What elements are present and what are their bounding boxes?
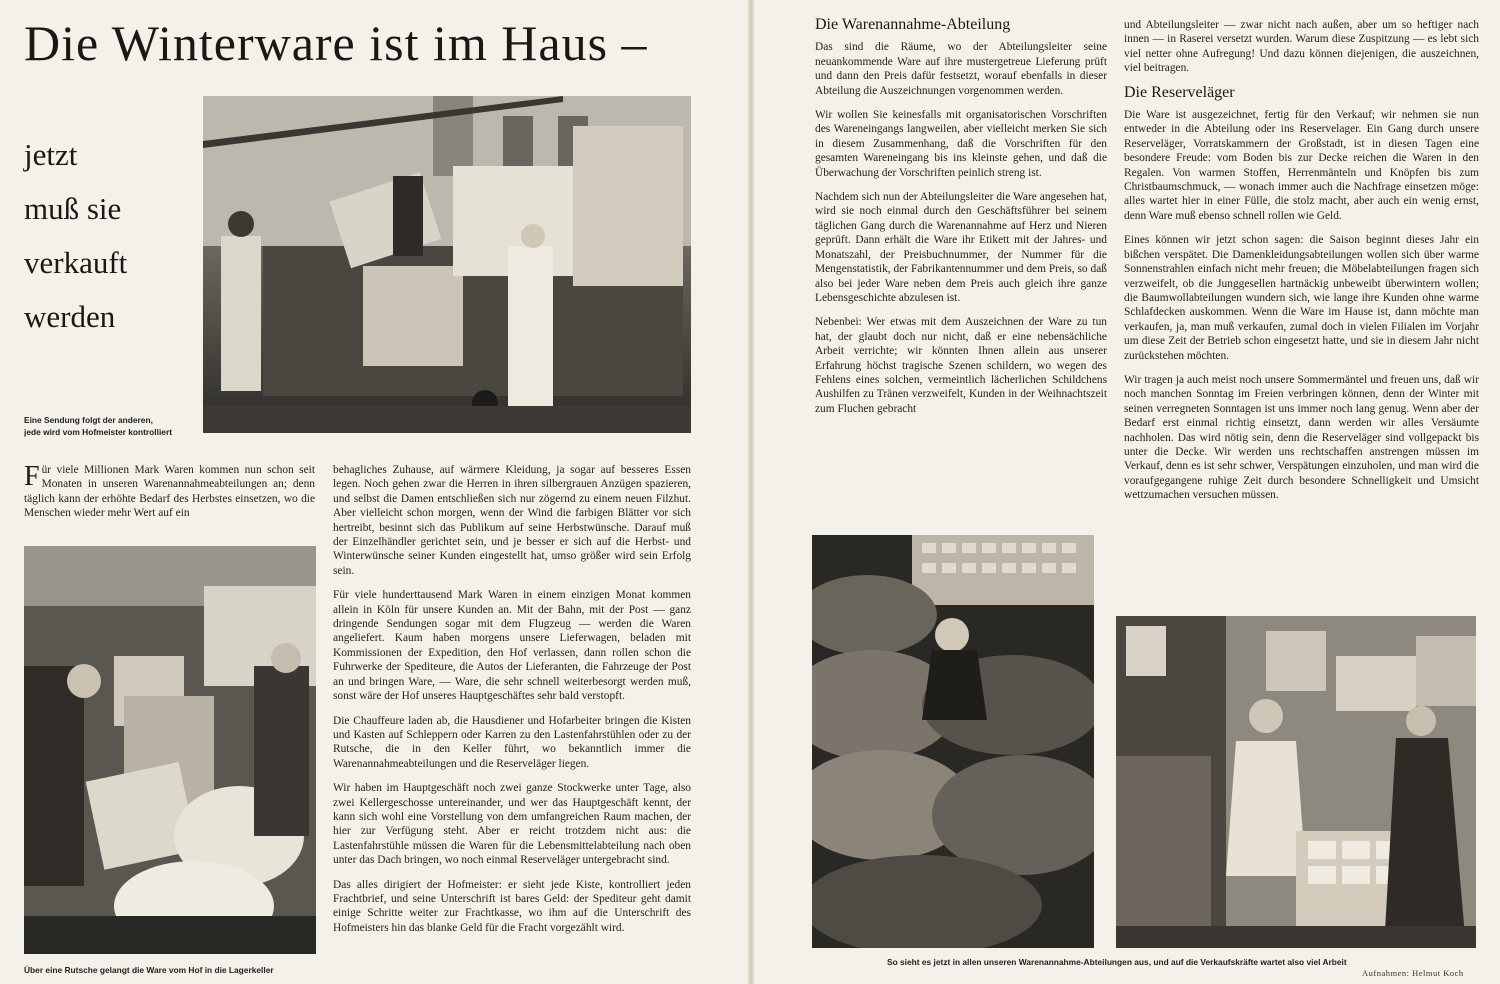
subtitle-line: jetzt (24, 137, 78, 172)
paragraph: Wir wollen Sie keinesfalls mit organisatorischen Vorschriften des Wareneingangs langweilen, aber vielleicht merken Sie sich in diesem Zusammenhang, daß die Vorschriften für den gesamten Wareneingang bis ins kleinste gehen, und daß die Überwachung der Vorschriften peinlich streng ist. (815, 109, 1107, 179)
section-heading-warenannahme: Die Warenannahme-Abteilung (815, 16, 1011, 33)
paragraph: Wir haben im Hauptgeschäft noch zwei ganze Stockwerke unter Tage, also zwei Kellergeschosse untereinander, und wer das Hauptgeschäft kennt, der kann sich wohl eine Vorstellung von dem umfangreichen Raum machen, der hier zur Verfügung steht. Aber er reicht trotzdem nicht aus: die Lastenfahrstühle müssen die Waren für die Lebensmittelabteilung nach oben unter das Dach bringen, wo noch einmal Reserveläger untergebracht sind. (333, 782, 691, 867)
article-column-4 (1124, 18, 1479, 513)
article-column-3 (815, 18, 1107, 426)
headline-subtitle (24, 128, 194, 344)
section-heading-reservelaeger: Die Reserveläger (1124, 83, 1235, 101)
paragraph: Für viele Millionen Mark Waren kommen nun schon seit Monaten in unseren Warenannahmeabteilungen an; denn täglich kann der erhöhte Bedarf des Herbstes einsetzen, wo die Menschen wieder mehr Wert auf ein (24, 461, 315, 520)
photo-reserve-storage (1116, 616, 1476, 948)
photo-truck-unloading (203, 96, 691, 433)
photo-coat-stockroom (812, 535, 1094, 948)
headline-title: Die Winterware ist im Haus – (24, 15, 648, 71)
paragraph: und Abteilungsleiter — zwar nicht nach außen, aber um so heftiger nach innen — in Raserei versetzt wurden. Warum diese Zuspitzung — es lebt sich viel netter ohne Aufregung! Und dazu können diejenigen, die auszeichnen, viel beitragen. (1124, 19, 1479, 75)
paragraph: Eines können wir jetzt schon sagen: die Saison beginnt dieses Jahr ein bißchen verspätet. Die Damenkleidungsabteilungen wollen sich über warme Sonnenstrahlen einfach nicht mehr freuen; die Möbelabteilungen fragen sich verzweifelt, ob die Junggesellen hartnäckig unbeweibt überwintern wollen; die Baumwollabteilungen wundern sich, wie lange ihre Kunden ohne warme Schlafdecken auskommen. Wenn die Ware im Hause ist, dann möchte man verkaufen, ja, man muß verkaufen, zumal doch in vielen Filialen im Vorjahr um diese Zeit der Betrieb schon eingesetzt hatte, und sie in diesem Jahr nicht zurückstehen möchten. (1124, 234, 1479, 362)
caption-line: Eine Sendung folgt der anderen, (24, 415, 153, 425)
photo-chute-cellar (24, 546, 316, 954)
paragraph: Die Chauffeure laden ab, die Hausdiener und Hofarbeiter bringen die Kisten und Kasten auf Schleppern oder Karren zu den Lastenfahrstühlen oder zu der Rutsche, die in den Keller führt, wo bekanntlich immer die Warenannahmeabteilungen und die Reserveläger liegen. (333, 714, 691, 770)
paragraph: Das alles dirigiert der Hofmeister: er sieht jede Kiste, kontrolliert jeden Frachtbrief, und seine Unterschrift ist bares Geld: der Spediteur geht damit einige Schritte weiter zur Frachtkasse, wo ihm auf die Unterschrift des Hofmeisters hin das blanke Geld für die Fracht vorgezählt wird. (333, 878, 691, 934)
caption-chute-cellar: Über eine Rutsche gelangt die Ware vom Hof in die Lagerkeller (24, 965, 274, 975)
caption-truck-unloading (24, 414, 200, 438)
paragraph: behagliches Zuhause, auf wärmere Kleidung, ja sogar auf besseres Essen legen. Noch gehen zwar die Herren in ihren silbergrauen Anzügen spazieren, und selbst die Damen entschließen sich nur zögernd zu einem neuen Filzhut. Aber vielleicht schon morgen, wenn der Wind die farbigen Blätter vor sich hertreibt, besinnt sich das Publikum auf seine Herbstwünsche. Darauf muß der Einzelhändler gerichtet sein, und je besser er sich auf die Herbst- und Winterwünsche seiner Kunden eingestellt hat, umso größer wird sein Erfolg sein. (333, 464, 691, 577)
subtitle-line: muß sie (24, 191, 122, 226)
paragraph: Die Ware ist ausgezeichnet, fertig für den Verkauf; wir nehmen sie nun entweder in die Abteilung oder ins Reservelager. Ein Gang durch unsere Reserveläger, Vorratskammern der Großstadt, ist in diesen Tagen eine besondere Freude: vom Boden bis zur Decke reichen die Waren in den Regalen. Von warmen Stoffen, Herrenmänteln und Knöpfen bis zum Christbaumschmuck, — wonach immer auch die Nachfrage einsetzen möge: alles wartet hier in einer Fülle, die stolz macht, aber auch ein wenig ernst, denn Ware muß ebenso schnell rollen wie Geld. (1124, 109, 1479, 222)
caption-stockroom: So sieht es jetzt in allen unseren Warenannahme-Abteilungen aus, und auf die Verkaufskräfte wartet also viel Arbeit (887, 957, 1347, 967)
page-gutter (748, 0, 754, 984)
subtitle-line: verkauft (24, 245, 128, 280)
caption-line: jede wird vom Hofmeister kontrolliert (24, 427, 172, 437)
photo-credit: Aufnahmen: Helmut Koch (1362, 968, 1464, 978)
subtitle-line: werden (24, 299, 116, 334)
article-column-2 (333, 463, 691, 945)
paragraph: Das sind die Räume, wo der Abteilungsleiter seine neuankommende Ware auf ihre mustergetreue Lieferung prüft und dann den Preis dafür festsetzt, worauf ebenfalls in dieser Abteilung die Auszeichnungen vorgenommen werden. (815, 41, 1107, 97)
paragraph: Für viele hunderttausend Mark Waren in einem einzigen Monat kommen allein in Köln für unsere Kunden an. Mit der Bahn, mit der Post — ganz dringende Sendungen sogar mit dem Flugzeug — werden die Waren angeliefert. Kaum haben morgens unsere Lieferwagen, beladen mit Kommissionen der Expedition, den Hof verlassen, dann rollen schon die Fuhrwerke der Spediteure, die Autos der Lieferanten, die Fahrzeuge der Post an und bringen Ware, — Ware, die sehr schnell weiterbesorgt werden muß, sonst wäre der Hof unseres Hauptgeschäftes sehr bald verstopft. (333, 589, 691, 703)
paragraph: Nachdem sich nun der Abteilungsleiter die Ware angesehen hat, wird sie noch einmal durch den Geschäftsführer bei seinem täglichen Gang durch die Warenannahme auf Herz und Nieren geprüft. Dann erhält die Ware ihr Etikett mit der Jahres- und Monatszahl, der Preisbuchnummer, der Nummer für die Mengenstatistik, der Fabrikantennummer und dem Preis, so daß also bei jeder Ware neben dem Preis auch gleich ihre ganze Lebensgeschichte abzulesen ist. (815, 191, 1107, 304)
article-column-1 (24, 463, 315, 531)
paragraph: Nebenbei: Wer etwas mit dem Auszeichnen der Ware zu tun hat, der glaubt doch nur nicht, daß er eine nebensächliche Arbeit verrichte; wir könnten Ihnen allein aus unserer Erfahrung höchst tragische Szenen schildern, wo wegen des Fehlens eines solchen, vermeintlich lächerlichen Schildchens Aushilfen zu Tränen verzweifelt, Kunden in der Weihnachtszeit zum Fluchen gebracht (815, 316, 1107, 415)
paragraph: Wir tragen ja auch meist noch unsere Sommermäntel und freuen uns, daß wir noch manchen Sonntag im Freien verbringen können, denn der Winter mit seinen verregneten Sonntagen ist uns immer noch lang genug. Wenn aber der Bedarf erst einmal richtig einsetzt, dann werden wir alles Versäumte nachholen. Das wird nötig sein, denn die Reserveläger sind vollgepackt bis unter die Decke. Wir werden uns rechtschaffen anstrengen müssen im Verkauf, denn es ist sehr schwer, Verspätungen einzuholen, und man wird die voraufgegangene ruhige Zeit durch besondere Schnelligkeit und Umsicht wettzumachen versuchen müssen. (1124, 373, 1479, 502)
